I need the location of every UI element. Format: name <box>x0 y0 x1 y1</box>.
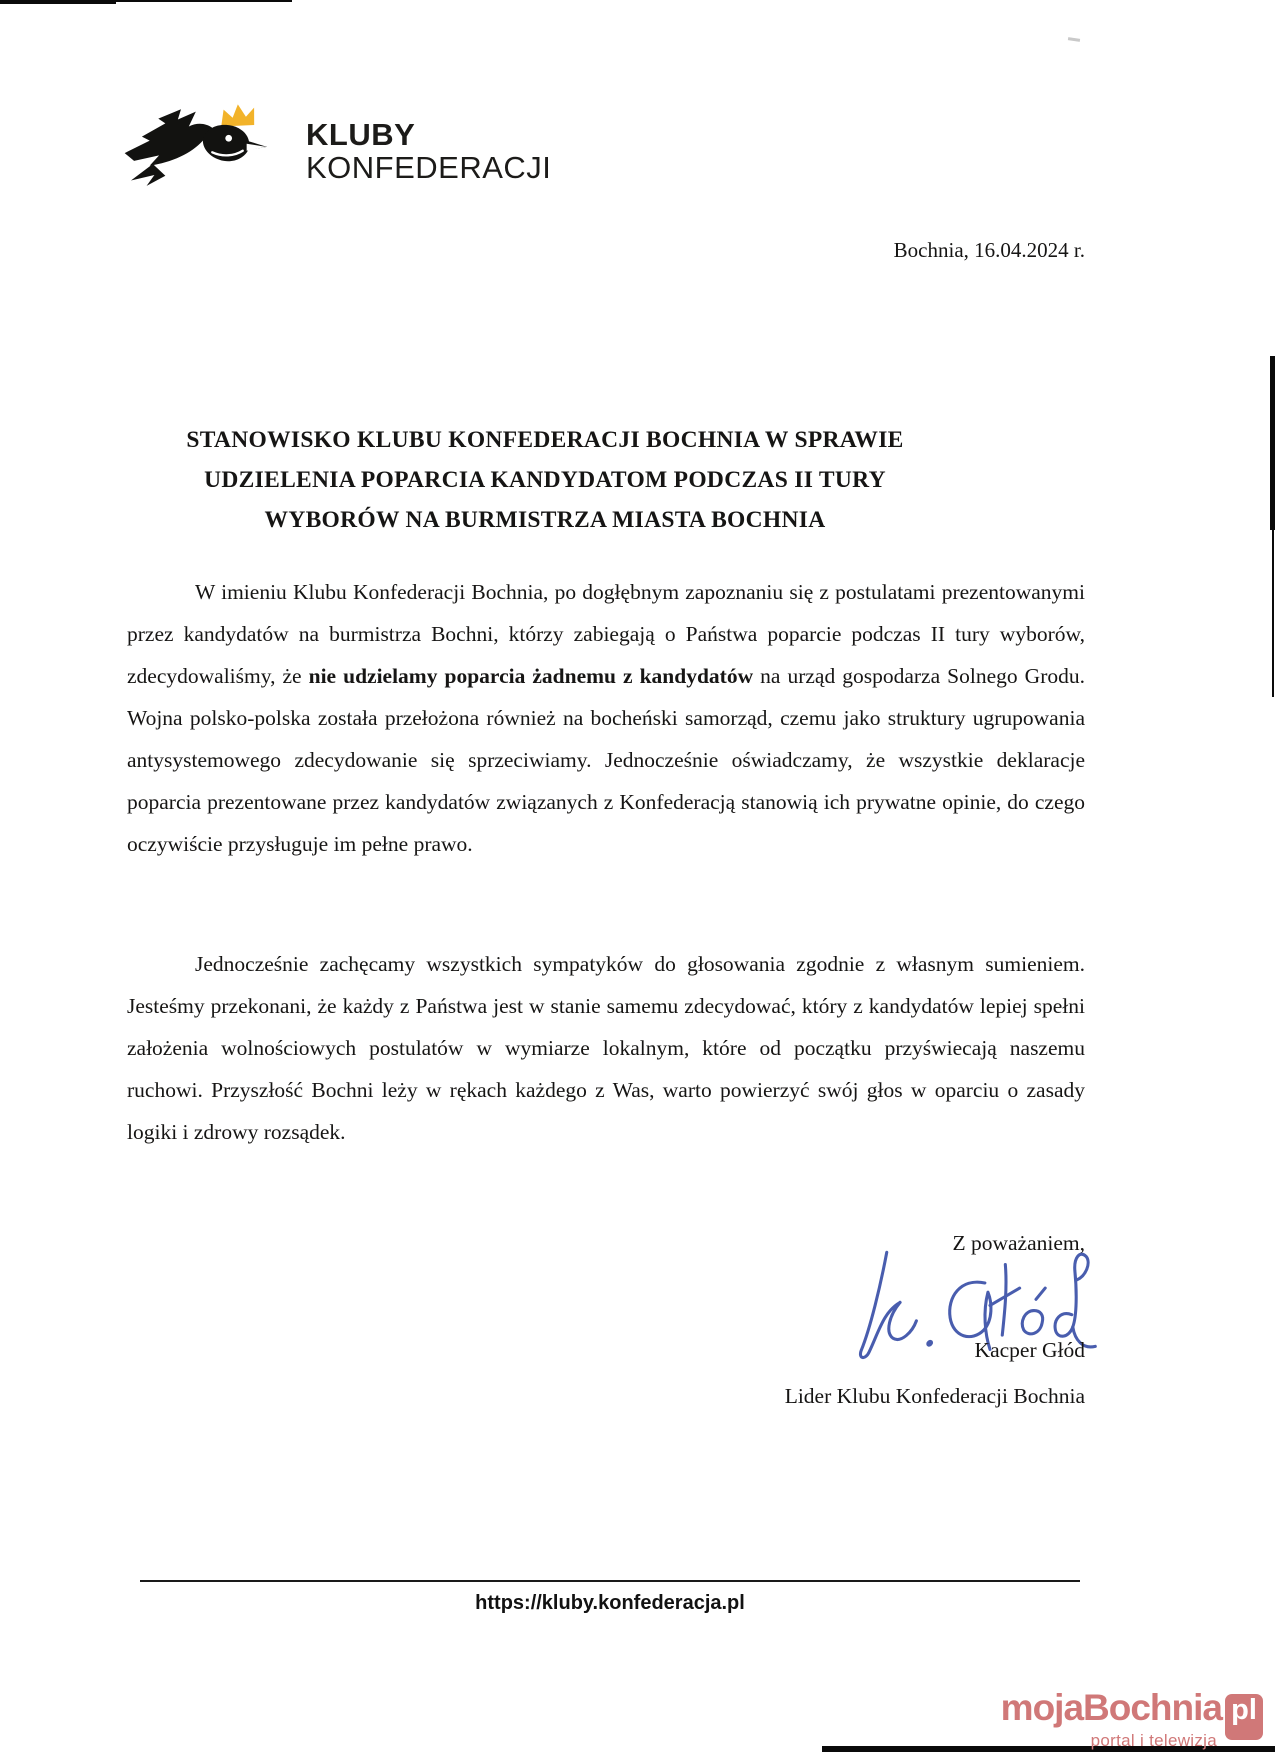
paragraph-1-bold-statement: nie udzielamy poparcia żadnemu z kandydatów <box>308 663 754 688</box>
mojabochnia-watermark <box>1000 1687 1263 1751</box>
logo-wordmark <box>306 118 551 184</box>
signer-role: Lider Klubu Konfederacji Bochnia <box>784 1384 1085 1408</box>
watermark-pl-box <box>1225 1694 1263 1740</box>
footer-divider <box>140 1580 1080 1582</box>
scan-artifact <box>0 0 116 4</box>
scan-artifact <box>1270 356 1275 530</box>
closing-salutation: Z poważaniem, <box>952 1231 1085 1255</box>
body-paragraph-1 <box>127 571 1085 865</box>
title-line-1: STANOWISKO KLUBU KONFEDERACJI BOCHNIA W SPRAWIE <box>186 427 904 453</box>
footer-website-url: https://kluby.konfederacja.pl <box>475 1592 745 1614</box>
eagle-with-crown-icon <box>120 96 292 200</box>
scan-artifact <box>1068 37 1080 42</box>
watermark-brand: mojaBochnia <box>1000 1687 1222 1728</box>
watermark-tagline: portal i telewizja <box>1090 1731 1217 1750</box>
logo-line-2: KONFEDERACJI <box>306 150 552 185</box>
date-line: Bochnia, 16.04.2024 r. <box>893 238 1085 262</box>
paragraph-1-text: W imieniu Klubu Konfederacji Bochnia, po dogłębnym zapoznaniu się z postulatami prezentowanymi przez kandydatów na burmistrza Bochni, którzy zabiegają o Państwa poparcie podczas II tury wyborów, zdecydowaliśmy, że <box>127 579 1085 688</box>
logo-line-1: KLUBY <box>306 117 416 152</box>
body-paragraph-2: Jednocześnie zachęcamy wszystkich sympatyków do głosowania zgodnie z własnym sumieniem. Jesteśmy przekonani, że każdy z Państwa jest w stanie samemu zdecydować, który z kandydatów lepiej spełni założenia wolnościowych postulatów w wymiarze lokalnym, które od początku przyświecają naszemu ruchowi. Przyszłość Bochni leży w rękach każdego z Was, warto powierzyć swój głos w oparciu o zasady logiki i zdrowy rozsądek. <box>127 951 1085 1144</box>
letter-title <box>65 420 1025 540</box>
scan-artifact <box>116 0 292 2</box>
signer-name: Kacper Głód <box>974 1338 1085 1362</box>
kluby-konfederacji-logo <box>120 96 551 200</box>
paragraph-1-text-cont: na urząd gospodarza Solnego Grodu. Wojna polsko-polska została przełożona również na bocheński samorząd, czemu jako struktury ugrupowania antysystemowego zdecydowanie się sprzeciwiamy. Jednocześnie oświadczamy, że wszystkie deklaracje poparcia prezentowane przez kandydatów związanych z Konfederacją stanowią ich prywatne opinie, do czego oczywiście przysługuje im pełne prawo. <box>127 663 1085 856</box>
watermark-tld: pl <box>1231 1694 1257 1726</box>
scan-artifact <box>1272 530 1274 697</box>
title-line-3: WYBORÓW NA BURMISTRZA MIASTA BOCHNIA <box>264 507 826 533</box>
title-line-2: UDZIELENIA POPARCIA KANDYDATOM PODCZAS II TURY <box>204 467 886 493</box>
